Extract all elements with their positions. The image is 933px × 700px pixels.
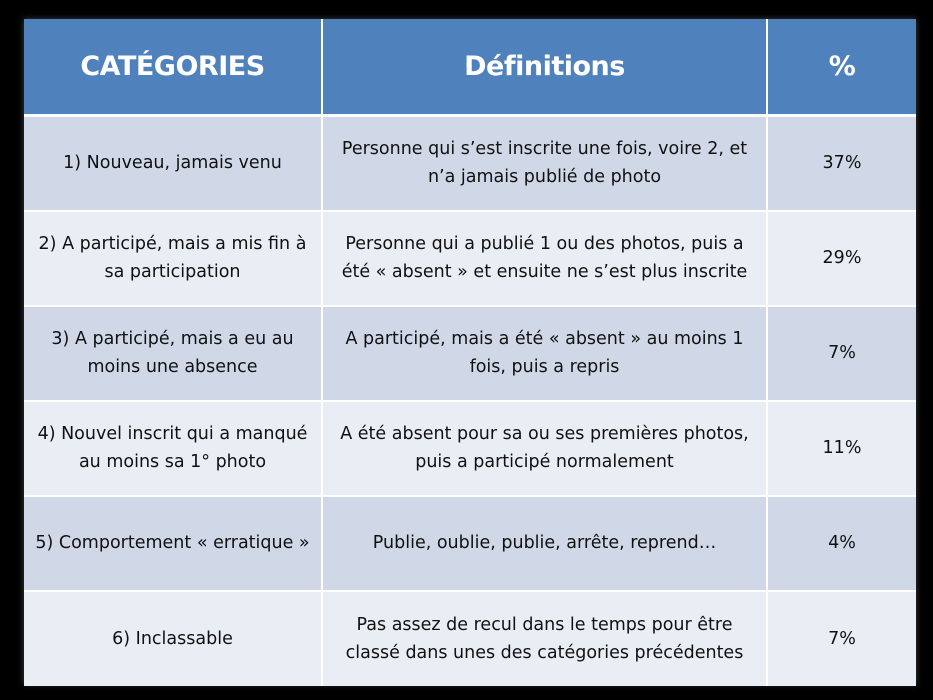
table-row [24, 116, 916, 211]
header-percent: % [767, 19, 916, 116]
definition-cell: A participé, mais a été « absent » au moins 1 fois, puis a repris [322, 306, 767, 401]
category-cell: 2) A participé, mais a mis fin à sa participation [24, 211, 322, 306]
percent-cell: 7% [767, 591, 916, 686]
slide [24, 19, 916, 684]
table-row [24, 401, 916, 496]
header-categories: CATÉGORIES [24, 19, 322, 116]
categories-table [24, 19, 916, 686]
definition-cell: Publie, oublie, publie, arrête, reprend… [322, 496, 767, 591]
table-row [24, 306, 916, 401]
definition-cell: Pas assez de recul dans le temps pour être classé dans unes des catégories précédentes [322, 591, 767, 686]
category-cell: 4) Nouvel inscrit qui a manqué au moins sa 1° photo [24, 401, 322, 496]
percent-cell: 4% [767, 496, 916, 591]
category-cell: 5) Comportement « erratique » [24, 496, 322, 591]
table-row [24, 211, 916, 306]
category-cell: 3) A participé, mais a eu au moins une absence [24, 306, 322, 401]
category-cell: 1) Nouveau, jamais venu [24, 116, 322, 211]
header-definitions: Définitions [322, 19, 767, 116]
definition-cell: Personne qui a publié 1 ou des photos, puis a été « absent » et ensuite ne s’est plus inscrite [322, 211, 767, 306]
table-header-row [24, 19, 916, 116]
definition-cell: A été absent pour sa ou ses premières photos, puis a participé normalement [322, 401, 767, 496]
table-row [24, 591, 916, 686]
percent-cell: 29% [767, 211, 916, 306]
percent-cell: 37% [767, 116, 916, 211]
table-row [24, 496, 916, 591]
percent-cell: 7% [767, 306, 916, 401]
category-cell: 6) Inclassable [24, 591, 322, 686]
percent-cell: 11% [767, 401, 916, 496]
definition-cell: Personne qui s’est inscrite une fois, voire 2, et n’a jamais publié de photo [322, 116, 767, 211]
